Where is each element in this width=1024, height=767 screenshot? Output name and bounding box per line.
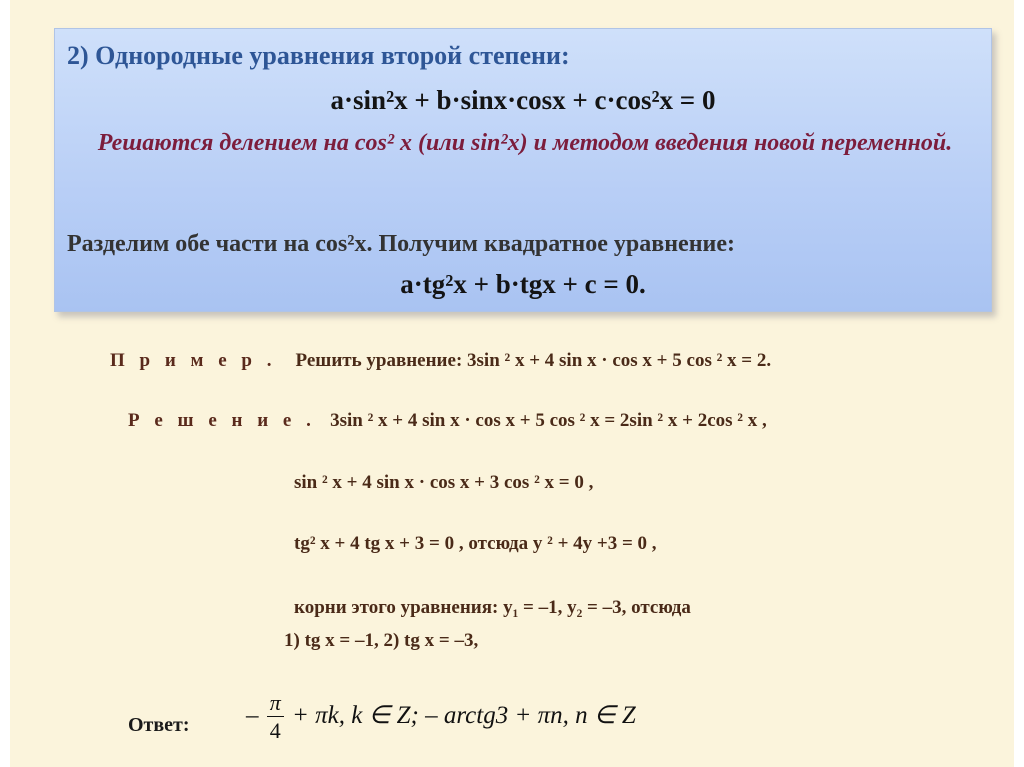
slide-edge-right <box>1014 0 1024 767</box>
answer-formula <box>246 690 636 745</box>
quadratic-equation: a·tg²x + b·tgx + c = 0. <box>400 269 646 299</box>
solution-step-5: 1) tg x = –1, 2) tg x = –3, <box>284 630 479 651</box>
answer-rest: + πk, k ∈ Z; – arctg3 + πn, n ∈ Z <box>292 702 636 730</box>
fraction-denominator: 4 <box>269 718 281 743</box>
example-text: Решить уравнение: 3sin ² x + 4 sin x · cos x + 5 cos ² x = 2. <box>295 350 772 371</box>
answer-label: Ответ: <box>128 714 190 736</box>
fraction-numerator: π <box>267 690 284 717</box>
example-line <box>110 350 771 372</box>
solution-label: Р е ш е н и е . <box>128 410 316 431</box>
example-label: П р и м е р . <box>110 350 277 371</box>
theory-box <box>54 28 992 312</box>
solution-step-4: корни этого уравнения: y₁ = –1, y₂ = –3, отсюда <box>294 597 691 618</box>
slide-edge-left <box>0 0 10 767</box>
slide <box>10 0 1014 767</box>
method-note: Решаются делением на cos² x (или sin²x) и методом введения новой переменной. <box>97 130 953 156</box>
general-equation: a·sin²x + b·sinx·cosx + c·cos²x = 0 <box>330 85 716 115</box>
answer-minus: – <box>246 702 259 730</box>
solution-step-3: tg² x + 4 tg x + 3 = 0 , отсюда y ² + 4y +3 = 0 , <box>294 533 657 554</box>
divide-instruction: Разделим обе части на cos²x. Получим квадратное уравнение: <box>67 231 736 257</box>
theory-title: 2) Однородные уравнения второй степени: <box>67 41 570 70</box>
answer-fraction <box>267 690 284 745</box>
solution-line-1 <box>128 410 767 432</box>
solution-step-2: sin ² x + 4 sin x · cos x + 3 cos ² x = 0 , <box>294 472 594 493</box>
solution-step-1: 3sin ² x + 4 sin x · cos x + 5 cos ² x = 2sin ² x + 2cos ² x , <box>330 410 767 431</box>
